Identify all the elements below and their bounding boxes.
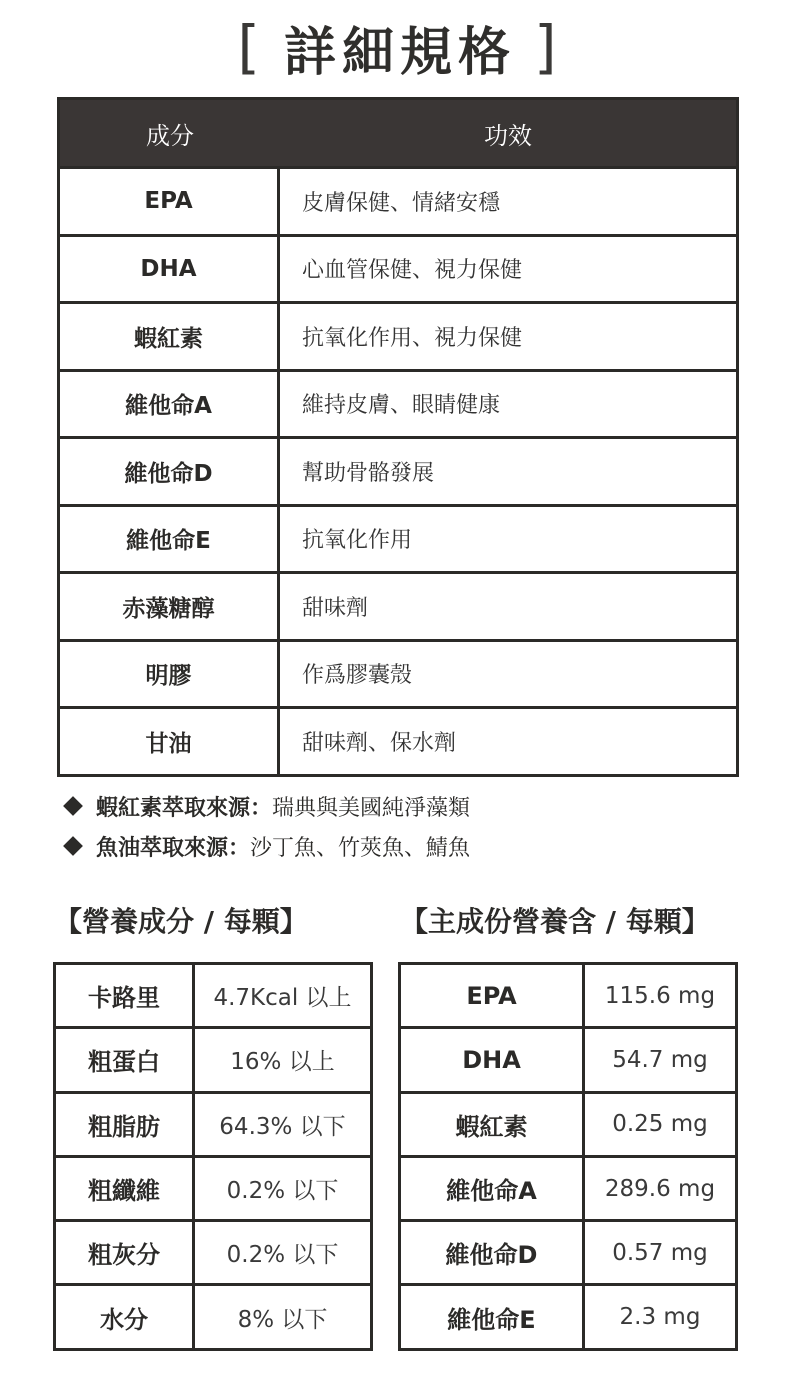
note-label: 魚油萃取來源：: [96, 835, 251, 861]
component-name: 維他命E: [401, 1286, 585, 1347]
ingredient-effect: 皮膚保健、情緒安穩: [302, 190, 501, 216]
component-name: DHA: [401, 1029, 585, 1090]
nutrient-name: 水分: [56, 1286, 195, 1347]
nutrition-table: [53, 962, 373, 1351]
ingredient-effect: 抗氧化作用、視力保健: [302, 325, 523, 351]
component-amount: 0.25 mg: [612, 1111, 708, 1138]
note-item: [62, 786, 470, 826]
ingredient-name: EPA: [60, 169, 280, 234]
nutrient-value: 64.3% 以下: [219, 1113, 346, 1140]
table-row: [60, 639, 736, 707]
ingredient-effect: 抗氧化作用: [302, 528, 413, 554]
component-name: 維他命D: [401, 1222, 585, 1283]
ingredient-name: 維他命A: [60, 372, 280, 437]
nutrient-value: 0.2% 以下: [226, 1178, 339, 1205]
note-value: 沙丁魚、竹莢魚、鯖魚: [250, 835, 471, 861]
note-label: 蝦紅素萃取來源：: [96, 795, 273, 821]
table-row: [56, 1219, 370, 1283]
diamond-bullet-icon: [63, 796, 83, 816]
header-ingredient: 成分: [146, 121, 194, 150]
ingredient-effect: 作爲膠囊殼: [302, 663, 413, 689]
table-row: [401, 1283, 735, 1347]
nutrient-name: 粗脂肪: [56, 1094, 195, 1155]
nutrient-value: 8% 以下: [237, 1306, 328, 1333]
table-row: [60, 571, 736, 639]
header-effect: 功效: [484, 121, 532, 150]
nutrient-name: 粗纖維: [56, 1158, 195, 1219]
page-title-text: 詳細規格: [283, 22, 516, 83]
ingredient-name: 明膠: [60, 642, 280, 707]
note-value: 瑞典與美國純淨藻類: [272, 795, 471, 821]
ingredient-name: 維他命E: [60, 507, 280, 572]
spec-table: [57, 97, 739, 777]
table-row: [56, 1155, 370, 1219]
ingredient-name: 蝦紅素: [60, 304, 280, 369]
left-bracket: [: [237, 13, 266, 81]
table-row: [60, 504, 736, 572]
ingredient-effect: 心血管保健、視力保健: [302, 258, 523, 284]
nutrient-value: 16% 以上: [230, 1049, 335, 1076]
nutrient-value: 0.2% 以下: [226, 1242, 339, 1269]
table-row: [401, 1155, 735, 1219]
ingredient-name: DHA: [60, 237, 280, 302]
main-content-table: [398, 962, 738, 1351]
ingredient-effect: 幫助骨骼發展: [302, 460, 435, 486]
table-row: [401, 1219, 735, 1283]
source-notes: [62, 786, 470, 866]
table-row: [60, 369, 736, 437]
component-amount: 289.6 mg: [604, 1175, 716, 1202]
right-bracket: ]: [534, 13, 563, 81]
table-row: [60, 234, 736, 302]
nutrient-name: 卡路里: [56, 965, 195, 1026]
nutrition-heading: 【營養成分 / 每顆】: [54, 905, 308, 938]
nutrient-value: 4.7Kcal 以上: [213, 985, 352, 1012]
table-row: [401, 965, 735, 1026]
component-amount: 0.57 mg: [612, 1239, 708, 1266]
table-row: [56, 965, 370, 1026]
table-row: [60, 166, 736, 234]
table-row: [60, 301, 736, 369]
table-row: [56, 1026, 370, 1090]
ingredient-effect: 甜味劑: [302, 595, 369, 621]
page-title: [0, 12, 800, 82]
component-name: 蝦紅素: [401, 1094, 585, 1155]
nutrient-name: 粗蛋白: [56, 1029, 195, 1090]
nutrient-name: 粗灰分: [56, 1222, 195, 1283]
spec-table-header: [60, 100, 736, 166]
table-row: [401, 1026, 735, 1090]
table-row: [60, 706, 736, 774]
component-amount: 2.3 mg: [619, 1304, 701, 1331]
table-row: [60, 436, 736, 504]
note-item: [62, 826, 470, 866]
component-name: EPA: [401, 965, 585, 1026]
main-content-heading: 【主成份營養含 / 每顆】: [400, 905, 710, 938]
ingredient-effect: 維持皮膚、眼睛健康: [302, 393, 501, 419]
component-amount: 54.7 mg: [612, 1046, 708, 1073]
table-row: [401, 1091, 735, 1155]
ingredient-name: 甘油: [60, 709, 280, 774]
component-name: 維他命A: [401, 1158, 585, 1219]
component-amount: 115.6 mg: [604, 982, 716, 1009]
table-row: [56, 1091, 370, 1155]
ingredient-effect: 甜味劑、保水劑: [302, 730, 457, 756]
ingredient-name: 赤藻糖醇: [60, 574, 280, 639]
diamond-bullet-icon: [63, 836, 83, 856]
ingredient-name: 維他命D: [60, 439, 280, 504]
table-row: [56, 1283, 370, 1347]
